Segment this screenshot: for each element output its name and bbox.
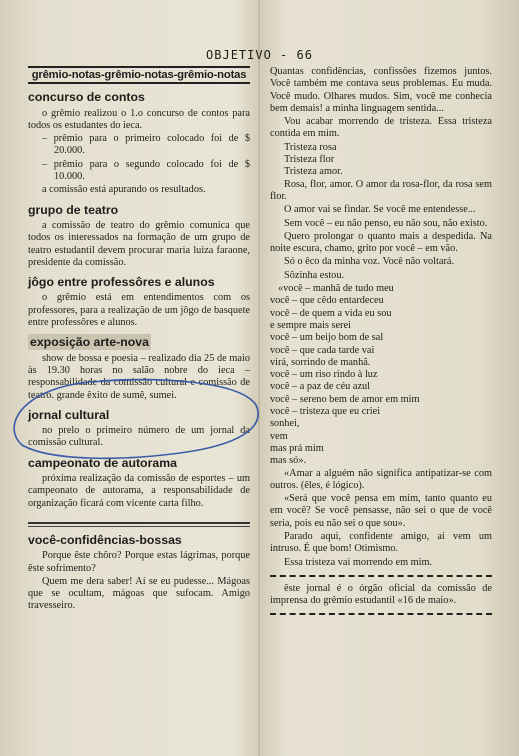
page-header: OBJETIVO - 66 bbox=[206, 48, 313, 62]
footer-note: êste jornal é o órgão oficial da comissão de imprensa do grêmio estudantil «16 de maio». bbox=[270, 582, 492, 607]
verse-line: e sempre mais serei bbox=[270, 319, 351, 331]
verse-line: você – sereno bem de amor em mim bbox=[270, 393, 420, 405]
text-sozinha: Sôzinha estou. bbox=[284, 269, 345, 281]
divider bbox=[28, 522, 250, 524]
text-sem-voce: Sem você – eu não penso, eu não sou, não existo. bbox=[284, 217, 488, 229]
text-apurando: a comissão está apurando os resultados. bbox=[42, 184, 206, 196]
verse-line: vem bbox=[270, 430, 288, 442]
heading-jornal: jornal cultural bbox=[28, 407, 110, 422]
text-premio-1: – prêmio para o primeiro colocado foi de $ 20.000. bbox=[42, 133, 250, 157]
text-exposicao: show de bossa e poesia – realizado dia 25 de maio às 19.30 horas no salão nobre do ieca – responsabilidade da comissão cultural e comissão de teatro. grande êxito de sumê, sumei. bbox=[28, 352, 250, 401]
text-morrendo: Essa tristeza vai morrendo em mim. bbox=[284, 556, 433, 568]
heading-exposicao bbox=[28, 336, 250, 348]
text-teatro: a comissão de teatro do grêmio comunica que todos os interessados na formação de um grupo de teatro estudantil devem procurar maria luiza faraone, presidente da comissão. bbox=[28, 219, 250, 268]
text-autorama: próxima realização da comissão de esportes – um campeonato de autorama, a responsabilidade de organização ficará com vicente carta filho. bbox=[28, 473, 250, 509]
text-premio-2: – prêmio para o segundo colocado foi de $ 10.000. bbox=[42, 158, 250, 183]
divider-dashed bbox=[270, 613, 492, 615]
divider-thin bbox=[28, 526, 250, 527]
verse-line: você – de quem a vida eu sou bbox=[270, 307, 392, 319]
heading-jogo: jôgo entre professôres e alunos bbox=[28, 275, 215, 290]
verse-line: você – um riso rindo à luz bbox=[270, 369, 378, 381]
heading-exposicao-label: exposição arte-nova bbox=[30, 335, 149, 350]
verse-line: mas só». bbox=[270, 455, 307, 467]
page-fold bbox=[258, 0, 260, 756]
heading-teatro: grupo de teatro bbox=[28, 202, 119, 217]
text-jornal: no prelo o primeiro número de um jornal da comissão cultural. bbox=[28, 425, 250, 449]
verse-line: virá, sorrindo de manhã. bbox=[270, 356, 371, 368]
heading-autorama: campeonato de autorama bbox=[28, 455, 177, 470]
text-amar: «Amar a alguém não significa antipatizar-se com outros. (êles, é lógico). bbox=[270, 467, 492, 491]
verse-line: Tristeza amor. bbox=[284, 166, 343, 178]
text-despedida: Quero prolongar o quanto mais a despedida. Na noite escura, chamo, grito por você – em vão. bbox=[270, 230, 492, 255]
verse-line: Tristeza flor bbox=[284, 154, 335, 166]
left-column bbox=[28, 66, 250, 614]
text-pensa-em-mim: «Será que você pensa em mim, tanto quanto eu em você? Se você pensasse, não sei o que de você seria, pois eu não sei o que sou». bbox=[270, 493, 492, 529]
text-tristeza: Vou acabar morrendo de tristeza. Essa tristeza contida em mim. bbox=[270, 116, 492, 140]
section-banner: grêmio-notas-grêmio-notas-grêmio-notas bbox=[28, 66, 250, 84]
verse-line: você – um beijo bom de sal bbox=[270, 332, 384, 344]
text-eco: Só o êco da minha voz. Você não voltará. bbox=[284, 256, 455, 268]
divider-dashed bbox=[270, 575, 492, 577]
text-concurso: o grêmio realizou o 1.o concurso de contos para todos os estudantes do ieca. bbox=[28, 107, 250, 131]
right-column bbox=[270, 66, 492, 621]
text-quem-me-dera: Quem me dera saber! Aí se eu pudesse... Mágoas que se ocultam, mágoas que sufocam. Amigo travesseiro. bbox=[28, 575, 250, 612]
verse-line: você – que cada tarde vai bbox=[270, 344, 375, 356]
verse-line: sonhei, bbox=[270, 418, 300, 430]
text-jogo: o grêmio está em entendimentos com os professores, para a realização de um jôgo de basquete entre professôres e alunos. bbox=[28, 292, 250, 329]
verse-line: você – tristeza que eu criei bbox=[270, 406, 381, 418]
verse-line: «você – manhã de tudo meu bbox=[278, 283, 394, 295]
verse-line: Tristeza rosa bbox=[284, 141, 337, 153]
text-rosa: Rosa, flor, amor. O amor da rosa-flor, da rosa sem flor. bbox=[270, 178, 492, 202]
text-confidencias: Quantas confidências, confissões fizemos juntos. Você também me contava seus problemas. Eu muda. Você mudo. Olhares mudos. Sim, você me conhecia bem demais! a minha linguagem sentida... bbox=[270, 66, 492, 114]
text-parado-aqui: Parado aqui, confidente amigo, aí vem um intruso. É que bom! Otimismo. bbox=[270, 530, 492, 555]
heading-concurso: concurso de contos bbox=[28, 90, 145, 105]
text-chorо: Porque êste chôro? Porque estas lágrimas, porque êste sofrimento? bbox=[28, 550, 250, 574]
heading-confidencias: você-confidências-bossas bbox=[28, 532, 182, 547]
verse-line: você – a paz de céu azul bbox=[270, 381, 371, 393]
verse-line: mas prá mim bbox=[270, 442, 324, 454]
text-amor: O amor vai se findar. Se você me entendesse... bbox=[284, 204, 476, 216]
verse-line: você – que cêdo entardeceu bbox=[270, 295, 384, 307]
